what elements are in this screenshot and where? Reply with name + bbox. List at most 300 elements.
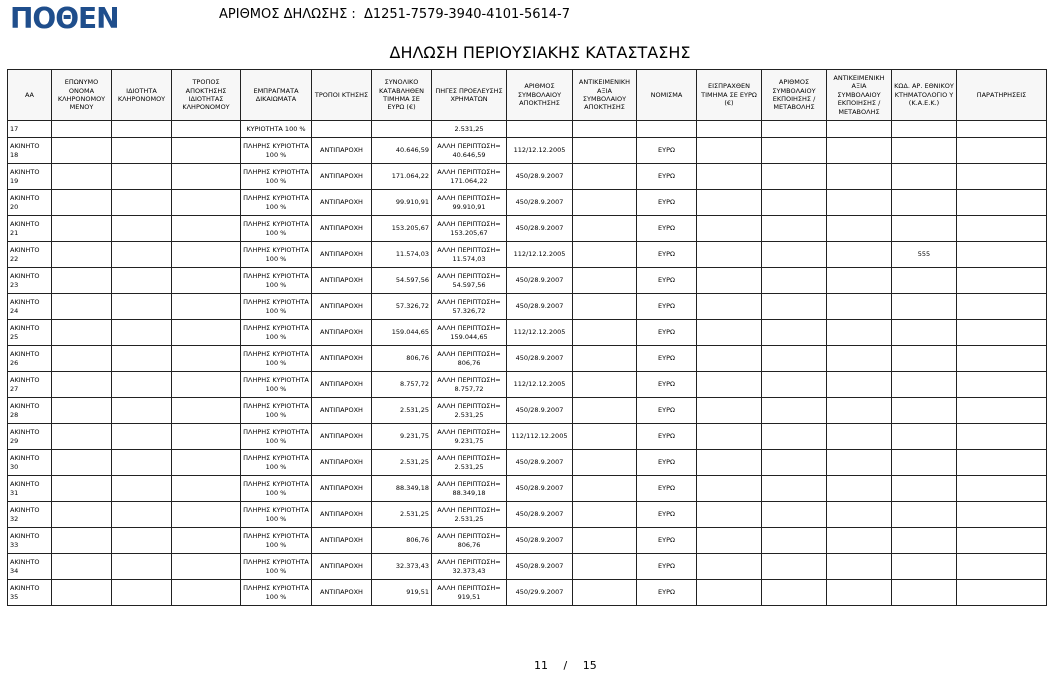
table-cell bbox=[172, 398, 241, 424]
table-cell: ΠΛΗΡΗΣ ΚΥΡΙΟΤΗΤΑ 100 % bbox=[241, 242, 312, 268]
table-cell bbox=[892, 450, 957, 476]
table-cell: ΑΛΛΗ ΠΕΡΙΠΤΩΣΗ= 57.326,72 bbox=[432, 294, 507, 320]
current-page: 11 bbox=[534, 659, 548, 672]
table-cell: 450/28.9.2007 bbox=[507, 190, 573, 216]
table-cell: 54.597,56 bbox=[372, 268, 432, 294]
table-cell: ΑΚΙΝΗΤΟ 22 bbox=[8, 242, 52, 268]
table-cell: ΠΛΗΡΗΣ ΚΥΡΙΟΤΗΤΑ 100 % bbox=[241, 268, 312, 294]
table-cell bbox=[52, 476, 112, 502]
table-cell: 40.646,59 bbox=[372, 138, 432, 164]
table-cell: ΑΝΤΙΠΑΡΟΧΗ bbox=[312, 268, 372, 294]
table-cell: ΑΝΤΙΠΑΡΟΧΗ bbox=[312, 450, 372, 476]
table-cell bbox=[573, 346, 637, 372]
table-cell: ΠΛΗΡΗΣ ΚΥΡΙΟΤΗΤΑ 100 % bbox=[241, 528, 312, 554]
table-cell: 450/28.9.2007 bbox=[507, 528, 573, 554]
table-cell bbox=[892, 528, 957, 554]
table-cell: ΑΚΙΝΗΤΟ 21 bbox=[8, 216, 52, 242]
pothen-logo: ΠΟΘΕΝ bbox=[10, 2, 119, 35]
table-cell: ΑΚΙΝΗΤΟ 30 bbox=[8, 450, 52, 476]
table-cell bbox=[762, 398, 827, 424]
table-cell bbox=[697, 138, 762, 164]
table-cell bbox=[112, 554, 172, 580]
table-cell: 11.574,03 bbox=[372, 242, 432, 268]
table-cell bbox=[573, 450, 637, 476]
table-cell bbox=[172, 502, 241, 528]
table-row bbox=[8, 268, 1047, 294]
table-cell: ΑΛΛΗ ΠΕΡΙΠΤΩΣΗ= 54.597,56 bbox=[432, 268, 507, 294]
table-cell bbox=[762, 346, 827, 372]
table-cell: 2.531,25 bbox=[432, 121, 507, 138]
table-cell bbox=[827, 121, 892, 138]
table-cell: ΑΚΙΝΗΤΟ 31 bbox=[8, 476, 52, 502]
table-cell: ΕΥΡΩ bbox=[637, 294, 697, 320]
table-cell bbox=[957, 554, 1047, 580]
table-cell bbox=[697, 242, 762, 268]
table-cell: 450/28.9.2007 bbox=[507, 268, 573, 294]
table-cell: ΠΛΗΡΗΣ ΚΥΡΙΟΤΗΤΑ 100 % bbox=[241, 346, 312, 372]
table-cell bbox=[762, 121, 827, 138]
table-cell bbox=[52, 121, 112, 138]
table-cell: 112/12.12.2005 bbox=[507, 320, 573, 346]
table-cell bbox=[52, 346, 112, 372]
table-cell bbox=[957, 528, 1047, 554]
table-cell: 450/28.9.2007 bbox=[507, 294, 573, 320]
table-cell bbox=[957, 164, 1047, 190]
table-cell bbox=[697, 450, 762, 476]
table-cell: ΠΛΗΡΗΣ ΚΥΡΙΟΤΗΤΑ 100 % bbox=[241, 216, 312, 242]
table-body bbox=[8, 121, 1047, 606]
table-cell bbox=[573, 398, 637, 424]
table-cell: ΑΛΛΗ ΠΕΡΙΠΤΩΣΗ= 40.646,59 bbox=[432, 138, 507, 164]
table-cell bbox=[112, 476, 172, 502]
table-cell: ΑΝΤΙΠΑΡΟΧΗ bbox=[312, 372, 372, 398]
table-cell: ΑΚΙΝΗΤΟ 20 bbox=[8, 190, 52, 216]
table-cell bbox=[52, 138, 112, 164]
table-cell: ΑΛΛΗ ΠΕΡΙΠΤΩΣΗ= 9.231,75 bbox=[432, 424, 507, 450]
table-cell bbox=[573, 138, 637, 164]
table-cell: ΑΝΤΙΠΑΡΟΧΗ bbox=[312, 242, 372, 268]
table-cell bbox=[112, 242, 172, 268]
table-cell bbox=[957, 320, 1047, 346]
table-cell bbox=[52, 502, 112, 528]
column-header: ΕΜΠΡΑΓΜΑΤΑ ΔΙΚΑΙΩΜΑΤΑ bbox=[241, 70, 312, 121]
table-cell: 159.044,65 bbox=[372, 320, 432, 346]
table-cell: ΑΚΙΝΗΤΟ 27 bbox=[8, 372, 52, 398]
table-cell: ΠΛΗΡΗΣ ΚΥΡΙΟΤΗΤΑ 100 % bbox=[241, 424, 312, 450]
table-cell bbox=[52, 242, 112, 268]
table-cell: ΑΝΤΙΠΑΡΟΧΗ bbox=[312, 346, 372, 372]
table-cell bbox=[573, 476, 637, 502]
column-header: ΝΟΜΙΣΜΑ bbox=[637, 70, 697, 121]
table-cell bbox=[957, 138, 1047, 164]
table-cell bbox=[892, 554, 957, 580]
table-cell: ΑΚΙΝΗΤΟ 24 bbox=[8, 294, 52, 320]
table-cell: ΑΛΛΗ ΠΕΡΙΠΤΩΣΗ= 2.531,25 bbox=[432, 450, 507, 476]
table-cell: 450/28.9.2007 bbox=[507, 398, 573, 424]
table-cell bbox=[697, 502, 762, 528]
table-cell bbox=[172, 554, 241, 580]
table-cell bbox=[762, 138, 827, 164]
declaration-number bbox=[219, 7, 574, 22]
table-cell: 2.531,25 bbox=[372, 502, 432, 528]
table-header-row bbox=[8, 70, 1047, 121]
table-cell bbox=[957, 502, 1047, 528]
table-cell bbox=[573, 528, 637, 554]
table-cell bbox=[762, 554, 827, 580]
table-cell bbox=[827, 372, 892, 398]
column-header: ΑΡΙΘΜΟΣ ΣΥΜΒΟΛΑΙΟΥ ΑΠΟΚΤΗΣΗΣ bbox=[507, 70, 573, 121]
table-cell bbox=[827, 346, 892, 372]
table-cell: 153.205,67 bbox=[372, 216, 432, 242]
table-cell bbox=[112, 372, 172, 398]
table-cell: ΑΛΛΗ ΠΕΡΙΠΤΩΣΗ= 8.757,72 bbox=[432, 372, 507, 398]
table-cell bbox=[52, 398, 112, 424]
table-cell bbox=[827, 216, 892, 242]
table-cell: ΕΥΡΩ bbox=[637, 216, 697, 242]
table-row bbox=[8, 554, 1047, 580]
table-cell: ΑΝΤΙΠΑΡΟΧΗ bbox=[312, 164, 372, 190]
table-cell: ΑΛΛΗ ΠΕΡΙΠΤΩΣΗ= 88.349,18 bbox=[432, 476, 507, 502]
table-cell bbox=[697, 320, 762, 346]
page-indicator bbox=[528, 659, 603, 672]
table-cell bbox=[827, 502, 892, 528]
table-cell bbox=[892, 476, 957, 502]
table-cell bbox=[827, 190, 892, 216]
table-cell bbox=[52, 294, 112, 320]
table-cell: ΕΥΡΩ bbox=[637, 398, 697, 424]
table-cell bbox=[573, 320, 637, 346]
table-cell bbox=[957, 190, 1047, 216]
table-cell: ΑΚΙΝΗΤΟ 25 bbox=[8, 320, 52, 346]
table-cell: ΠΛΗΡΗΣ ΚΥΡΙΟΤΗΤΑ 100 % bbox=[241, 372, 312, 398]
table-cell: 32.373,43 bbox=[372, 554, 432, 580]
table-row bbox=[8, 138, 1047, 164]
table-cell bbox=[827, 242, 892, 268]
table-cell: 450/28.9.2007 bbox=[507, 502, 573, 528]
table-cell bbox=[112, 528, 172, 554]
table-cell bbox=[892, 580, 957, 606]
table-cell: 171.064,22 bbox=[372, 164, 432, 190]
table-cell bbox=[892, 216, 957, 242]
table-cell: ΠΛΗΡΗΣ ΚΥΡΙΟΤΗΤΑ 100 % bbox=[241, 476, 312, 502]
table-cell: 112/12.12.2005 bbox=[507, 372, 573, 398]
table-cell: 919,51 bbox=[372, 580, 432, 606]
table-cell: ΑΝΤΙΠΑΡΟΧΗ bbox=[312, 554, 372, 580]
table-cell: ΕΥΡΩ bbox=[637, 424, 697, 450]
table-cell: 17 bbox=[8, 121, 52, 138]
table-row bbox=[8, 528, 1047, 554]
table-cell: ΑΛΛΗ ΠΕΡΙΠΤΩΣΗ= 159.044,65 bbox=[432, 320, 507, 346]
table-cell: ΠΛΗΡΗΣ ΚΥΡΙΟΤΗΤΑ 100 % bbox=[241, 164, 312, 190]
column-header: ΠΑΡΑΤΗΡΗΣΕΙΣ bbox=[957, 70, 1047, 121]
table-cell bbox=[957, 242, 1047, 268]
table-cell: ΑΚΙΝΗΤΟ 18 bbox=[8, 138, 52, 164]
table-cell bbox=[762, 580, 827, 606]
table-cell: ΑΝΤΙΠΑΡΟΧΗ bbox=[312, 294, 372, 320]
table-cell bbox=[172, 372, 241, 398]
table-cell: ΠΛΗΡΗΣ ΚΥΡΙΟΤΗΤΑ 100 % bbox=[241, 580, 312, 606]
table-cell bbox=[112, 450, 172, 476]
table-row bbox=[8, 450, 1047, 476]
page-separator: / bbox=[563, 659, 568, 672]
table-cell bbox=[827, 164, 892, 190]
table-cell bbox=[827, 138, 892, 164]
table-cell bbox=[172, 528, 241, 554]
table-cell bbox=[957, 398, 1047, 424]
table-cell bbox=[52, 554, 112, 580]
table-cell bbox=[172, 268, 241, 294]
table-row bbox=[8, 216, 1047, 242]
table-cell: 88.349,18 bbox=[372, 476, 432, 502]
table-cell bbox=[573, 424, 637, 450]
table-cell bbox=[697, 268, 762, 294]
column-header: ΚΩΔ. ΑΡ. ΕΘΝΙΚΟΥ ΚΤΗΜΑΤΟΛΟΓΙΟ Υ (Κ.Α.Ε.Κ.) bbox=[892, 70, 957, 121]
column-header: ΑΡΙΘΜΟΣ ΣΥΜΒΟΛΑΙΟΥ ΕΚΠΟΙΗΣΗΣ /ΜΕΤΑΒΟΛΗΣ bbox=[762, 70, 827, 121]
table-cell: ΑΚΙΝΗΤΟ 29 bbox=[8, 424, 52, 450]
table-cell: ΑΝΤΙΠΑΡΟΧΗ bbox=[312, 398, 372, 424]
column-header: ΕΠΩΝΥΜΟ ΟΝΟΜΑ ΚΛΗΡΟΝΟΜΟΥ ΜΕΝΟΥ bbox=[52, 70, 112, 121]
table-cell bbox=[112, 580, 172, 606]
table-cell: 2.531,25 bbox=[372, 398, 432, 424]
table-cell: 112/12.12.2005 bbox=[507, 242, 573, 268]
table-cell: ΕΥΡΩ bbox=[637, 502, 697, 528]
table-cell bbox=[52, 216, 112, 242]
column-header: ΣΥΝΟΛΙΚΟ ΚΑΤΑΒΛΗΘΕΝ ΤΙΜΗΜΑ ΣΕ ΕΥΡΩ (€) bbox=[372, 70, 432, 121]
table-cell: ΑΚΙΝΗΤΟ 26 bbox=[8, 346, 52, 372]
table-cell bbox=[957, 476, 1047, 502]
table-cell bbox=[892, 190, 957, 216]
table-cell: ΑΝΤΙΠΑΡΟΧΗ bbox=[312, 138, 372, 164]
table-cell bbox=[112, 164, 172, 190]
table-cell: ΕΥΡΩ bbox=[637, 190, 697, 216]
table-cell: ΠΛΗΡΗΣ ΚΥΡΙΟΤΗΤΑ 100 % bbox=[241, 554, 312, 580]
table-cell: ΑΚΙΝΗΤΟ 35 bbox=[8, 580, 52, 606]
table-cell bbox=[762, 242, 827, 268]
table-cell bbox=[172, 216, 241, 242]
table-cell bbox=[372, 121, 432, 138]
table-cell bbox=[762, 216, 827, 242]
table-cell: ΠΛΗΡΗΣ ΚΥΡΙΟΤΗΤΑ 100 % bbox=[241, 320, 312, 346]
total-pages: 15 bbox=[582, 659, 597, 672]
table-cell bbox=[172, 242, 241, 268]
table-cell: 450/28.9.2007 bbox=[507, 216, 573, 242]
table-cell bbox=[172, 190, 241, 216]
table-row bbox=[8, 320, 1047, 346]
table-cell bbox=[172, 346, 241, 372]
table-cell bbox=[892, 424, 957, 450]
table-cell bbox=[827, 554, 892, 580]
table-cell: ΑΚΙΝΗΤΟ 19 bbox=[8, 164, 52, 190]
table-cell bbox=[957, 372, 1047, 398]
table-cell: ΑΛΛΗ ΠΕΡΙΠΤΩΣΗ= 806,76 bbox=[432, 528, 507, 554]
table-cell bbox=[112, 398, 172, 424]
column-header: ΠΗΓΕΣ ΠΡΟΕΛΕΥΣΗΣ ΧΡΗΜΑΤΩΝ bbox=[432, 70, 507, 121]
table-cell bbox=[172, 294, 241, 320]
table-cell: 2.531,25 bbox=[372, 450, 432, 476]
table-cell bbox=[827, 476, 892, 502]
table-cell: ΑΝΤΙΠΑΡΟΧΗ bbox=[312, 320, 372, 346]
table-cell: ΕΥΡΩ bbox=[637, 346, 697, 372]
table-row bbox=[8, 476, 1047, 502]
table-cell: ΑΛΛΗ ΠΕΡΙΠΤΩΣΗ= 153.205,67 bbox=[432, 216, 507, 242]
table-cell: ΠΛΗΡΗΣ ΚΥΡΙΟΤΗΤΑ 100 % bbox=[241, 294, 312, 320]
table-cell bbox=[827, 424, 892, 450]
table-cell: ΕΥΡΩ bbox=[637, 164, 697, 190]
table-cell bbox=[172, 138, 241, 164]
table-row bbox=[8, 502, 1047, 528]
table-row bbox=[8, 372, 1047, 398]
table-cell: ΠΛΗΡΗΣ ΚΥΡΙΟΤΗΤΑ 100 % bbox=[241, 450, 312, 476]
table-cell: ΕΥΡΩ bbox=[637, 242, 697, 268]
table-cell: ΑΚΙΝΗΤΟ 28 bbox=[8, 398, 52, 424]
table-cell bbox=[112, 121, 172, 138]
table-cell bbox=[507, 121, 573, 138]
table-cell bbox=[112, 502, 172, 528]
table-cell bbox=[892, 502, 957, 528]
table-cell bbox=[52, 424, 112, 450]
table-cell: ΠΛΗΡΗΣ ΚΥΡΙΟΤΗΤΑ 100 % bbox=[241, 138, 312, 164]
table-cell bbox=[957, 294, 1047, 320]
table-cell: ΠΛΗΡΗΣ ΚΥΡΙΟΤΗΤΑ 100 % bbox=[241, 502, 312, 528]
table-cell bbox=[762, 424, 827, 450]
table-cell: ΑΛΛΗ ΠΕΡΙΠΤΩΣΗ= 2.531,25 bbox=[432, 502, 507, 528]
table-cell bbox=[573, 164, 637, 190]
table-cell: ΕΥΡΩ bbox=[637, 580, 697, 606]
table-cell: ΑΚΙΝΗΤΟ 34 bbox=[8, 554, 52, 580]
table-cell bbox=[312, 121, 372, 138]
table-cell bbox=[827, 294, 892, 320]
table-row bbox=[8, 190, 1047, 216]
table-cell: 450/28.9.2007 bbox=[507, 476, 573, 502]
column-header: ΕΙΣΠΡΑΧΘΕΝ ΤΙΜΗΜΑ ΣΕ ΕΥΡΩ (€) bbox=[697, 70, 762, 121]
table-cell bbox=[762, 372, 827, 398]
table-cell: ΑΛΛΗ ΠΕΡΙΠΤΩΣΗ= 806,76 bbox=[432, 346, 507, 372]
table-cell bbox=[573, 121, 637, 138]
table-cell: 450/28.9.2007 bbox=[507, 346, 573, 372]
table-cell bbox=[573, 190, 637, 216]
table-cell: ΕΥΡΩ bbox=[637, 268, 697, 294]
table-cell bbox=[827, 398, 892, 424]
table-cell bbox=[697, 294, 762, 320]
table-cell: ΕΥΡΩ bbox=[637, 528, 697, 554]
table-cell: 112/12.12.2005 bbox=[507, 138, 573, 164]
table-cell: ΑΝΤΙΠΑΡΟΧΗ bbox=[312, 190, 372, 216]
table-cell bbox=[957, 450, 1047, 476]
table-cell bbox=[573, 580, 637, 606]
table-cell bbox=[697, 216, 762, 242]
table-cell bbox=[52, 164, 112, 190]
column-header: ΤΡΟΠΟΣ ΑΠΟΚΤΗΣΗΣ ΙΔΙΟΤΗΤΑΣ ΚΛΗΡΟΝΟΜΟΥ bbox=[172, 70, 241, 121]
table-cell bbox=[697, 476, 762, 502]
asset-declaration-table bbox=[7, 69, 1047, 606]
table-cell bbox=[762, 528, 827, 554]
table-cell: ΚΥΡΙΟΤΗΤΑ 100 % bbox=[241, 121, 312, 138]
table-cell bbox=[957, 121, 1047, 138]
table-cell: 8.757,72 bbox=[372, 372, 432, 398]
table-cell bbox=[52, 450, 112, 476]
table-cell bbox=[52, 580, 112, 606]
table-cell bbox=[112, 138, 172, 164]
table-cell bbox=[112, 346, 172, 372]
table-row bbox=[8, 294, 1047, 320]
table-cell bbox=[697, 121, 762, 138]
table-cell bbox=[112, 190, 172, 216]
table-row bbox=[8, 424, 1047, 450]
table-cell bbox=[892, 121, 957, 138]
table-cell bbox=[697, 424, 762, 450]
table-cell: 57.326,72 bbox=[372, 294, 432, 320]
table-cell: ΕΥΡΩ bbox=[637, 320, 697, 346]
table-cell bbox=[827, 580, 892, 606]
table-cell bbox=[52, 320, 112, 346]
table-cell bbox=[892, 320, 957, 346]
column-header: ΤΡΟΠΟΙ ΚΤΗΣΗΣ bbox=[312, 70, 372, 121]
table-cell bbox=[172, 320, 241, 346]
table-cell bbox=[112, 268, 172, 294]
table-cell: 450/28.9.2007 bbox=[507, 450, 573, 476]
table-cell: 806,76 bbox=[372, 528, 432, 554]
table-cell bbox=[112, 294, 172, 320]
table-row bbox=[8, 164, 1047, 190]
table-cell bbox=[573, 502, 637, 528]
table-cell: ΠΛΗΡΗΣ ΚΥΡΙΟΤΗΤΑ 100 % bbox=[241, 190, 312, 216]
table-cell bbox=[957, 346, 1047, 372]
table-cell bbox=[827, 320, 892, 346]
table-cell: ΑΚΙΝΗΤΟ 33 bbox=[8, 528, 52, 554]
table-cell bbox=[697, 190, 762, 216]
table-row bbox=[8, 121, 1047, 138]
table-cell: ΕΥΡΩ bbox=[637, 372, 697, 398]
column-header: ΙΔΙΟΤΗΤΑ ΚΛΗΡΟΝΟΜΟΥ bbox=[112, 70, 172, 121]
table-cell: ΕΥΡΩ bbox=[637, 476, 697, 502]
table-cell: ΑΝΤΙΠΑΡΟΧΗ bbox=[312, 476, 372, 502]
table-cell: ΑΛΛΗ ΠΕΡΙΠΤΩΣΗ= 32.373,43 bbox=[432, 554, 507, 580]
table-cell bbox=[957, 424, 1047, 450]
table-cell bbox=[697, 346, 762, 372]
table-cell: 450/28.9.2007 bbox=[507, 164, 573, 190]
table-cell bbox=[697, 164, 762, 190]
table-cell bbox=[172, 450, 241, 476]
table-cell: 450/28.9.2007 bbox=[507, 554, 573, 580]
table-cell: ΠΛΗΡΗΣ ΚΥΡΙΟΤΗΤΑ 100 % bbox=[241, 398, 312, 424]
table-cell bbox=[892, 398, 957, 424]
table-cell bbox=[892, 346, 957, 372]
table-cell bbox=[172, 476, 241, 502]
table-cell bbox=[637, 121, 697, 138]
table-row bbox=[8, 346, 1047, 372]
table-cell bbox=[762, 320, 827, 346]
table-cell bbox=[573, 242, 637, 268]
table-cell bbox=[697, 528, 762, 554]
table-cell: 99.910,91 bbox=[372, 190, 432, 216]
table-cell bbox=[762, 268, 827, 294]
table-cell: 112/112.12.2005 bbox=[507, 424, 573, 450]
table-row bbox=[8, 398, 1047, 424]
table-cell bbox=[573, 294, 637, 320]
table-cell: ΑΚΙΝΗΤΟ 23 bbox=[8, 268, 52, 294]
table-cell: ΑΝΤΙΠΑΡΟΧΗ bbox=[312, 502, 372, 528]
table-cell bbox=[762, 476, 827, 502]
table-cell bbox=[52, 268, 112, 294]
table-cell bbox=[827, 268, 892, 294]
table-cell bbox=[112, 320, 172, 346]
table-cell bbox=[52, 372, 112, 398]
table-cell bbox=[892, 164, 957, 190]
table-cell: ΕΥΡΩ bbox=[637, 450, 697, 476]
column-header: ΑΑ bbox=[8, 70, 52, 121]
table-cell bbox=[697, 554, 762, 580]
declaration-code: Δ1251-7579-3940-4101-5614-7 bbox=[363, 7, 570, 22]
